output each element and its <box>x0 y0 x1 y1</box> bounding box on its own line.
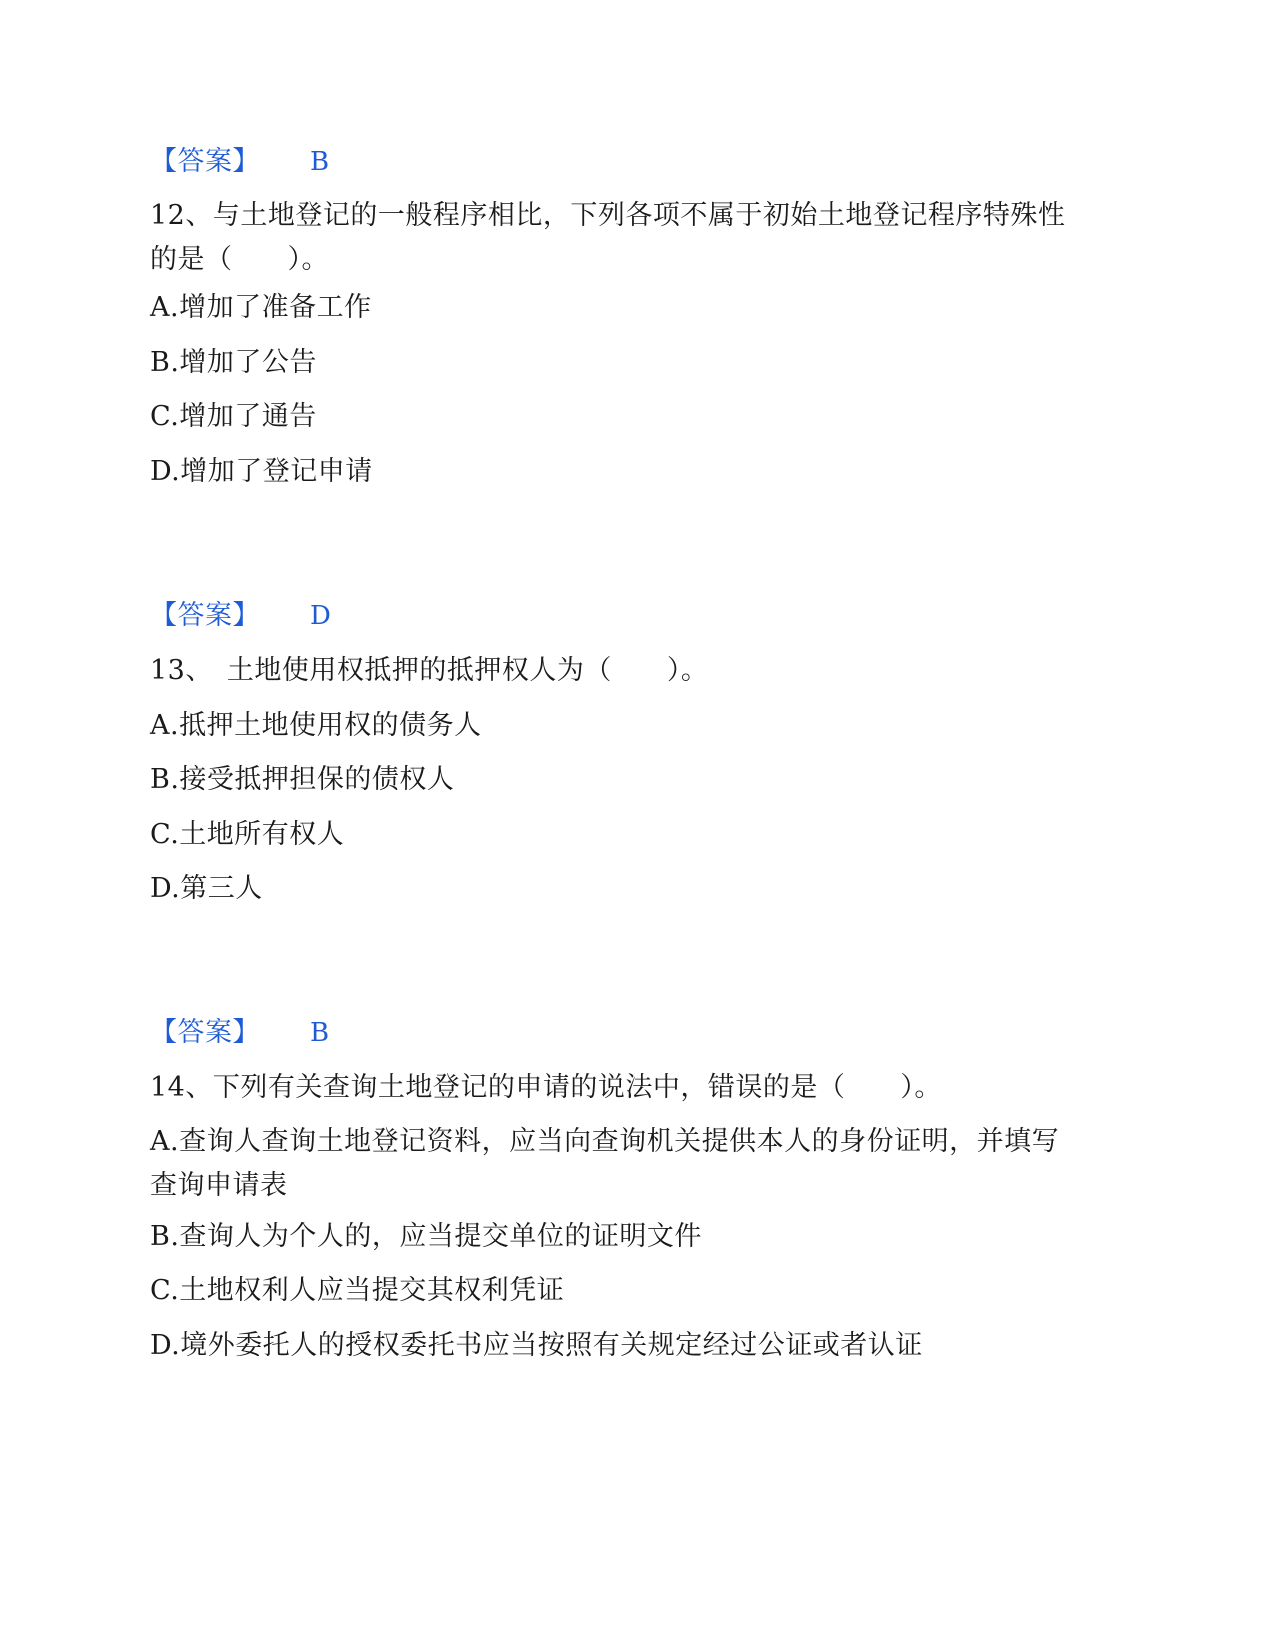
option-a: A.查询人查询土地登记资料，应当向查询机关提供本人的身份证明，并填写查询申请表 <box>150 1126 1060 1201</box>
option-b: B.增加了公告 <box>150 347 317 378</box>
answer-line <box>150 142 1110 182</box>
option-c: C.土地所有权人 <box>150 819 345 850</box>
answer-line <box>150 1013 1110 1053</box>
option-a: A.增加了准备工作 <box>150 292 372 323</box>
answer-value: B <box>310 1018 330 1048</box>
option-d: D.第三人 <box>150 873 263 904</box>
option-d: D.境外委托人的授权委托书应当按照有关规定经过公证或者认证 <box>150 1330 923 1361</box>
answer-value: B <box>310 147 330 177</box>
answer-label: 【答案】 <box>150 600 260 631</box>
answer-value: D <box>310 601 332 631</box>
option-c: C.增加了通告 <box>150 401 317 432</box>
option-a: A.抵押土地使用权的债务人 <box>150 710 482 741</box>
option-d: D.增加了登记申请 <box>150 456 373 487</box>
question-stem: 13、 土地使用权抵押的抵押权人为（ ）。 <box>150 655 709 686</box>
option-b: B.查询人为个人的，应当提交单位的证明文件 <box>150 1221 702 1252</box>
option-c: C.土地权利人应当提交其权利凭证 <box>150 1275 565 1306</box>
answer-label: 【答案】 <box>150 146 260 177</box>
question-stem: 14、下列有关查询土地登记的申请的说法中，错误的是（ ）。 <box>150 1072 942 1103</box>
option-b: B.接受抵押担保的债权人 <box>150 764 455 795</box>
answer-label: 【答案】 <box>150 1017 260 1048</box>
answer-line <box>150 596 1110 636</box>
question-stem: 12、与土地登记的一般程序相比，下列各项不属于初始土地登记程序特殊性的是（ ）。 <box>150 200 1066 275</box>
